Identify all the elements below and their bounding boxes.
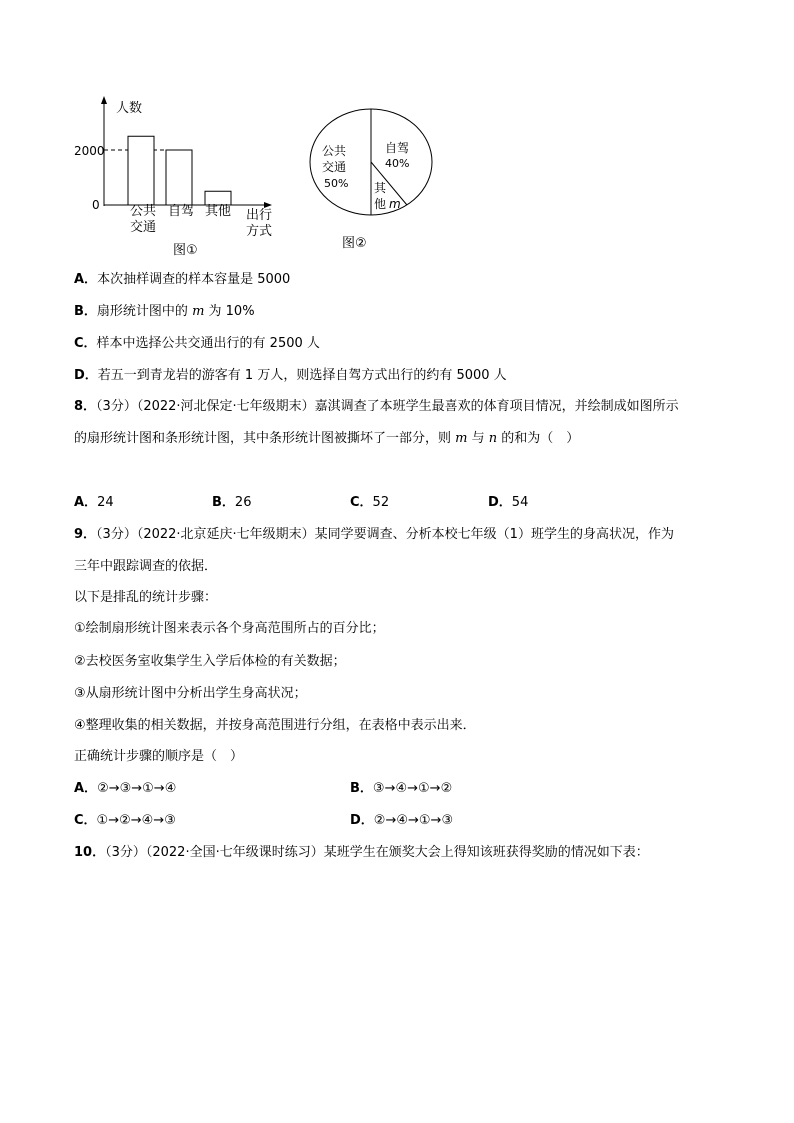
pie-self-pct: 40% bbox=[385, 157, 410, 170]
q9-step-2: ②去校医务室收集学生入学后体检的有关数据； bbox=[74, 654, 346, 669]
pie-public-line2: 交通 bbox=[322, 160, 347, 174]
bar-cat1-line2: 交通 bbox=[130, 220, 157, 235]
bar-2 bbox=[166, 150, 192, 205]
q8-option-d: D．54 bbox=[488, 495, 529, 510]
q7-option-a: A．本次抽样调查的样本容量是 5000 bbox=[74, 272, 291, 287]
q9-option-d: D．②→④→①→③ bbox=[350, 813, 454, 828]
q8-line2: 的扇形统计图和条形统计图，其中条形统计图被撕坏了一部分，则 m 与 n 的和为（ ） bbox=[74, 431, 580, 446]
q9-option-a: A．②→③→①→④ bbox=[74, 781, 177, 796]
q7-option-c: C．样本中选择公共交通出行的有 2500 人 bbox=[74, 336, 320, 351]
bar-cat3-label: 其他 bbox=[205, 204, 232, 219]
q8-option-b: B．26 bbox=[212, 495, 252, 510]
bar-cat2-label: 自驾 bbox=[168, 204, 195, 219]
pie-self-label: 自驾 bbox=[385, 141, 410, 155]
q9-question: 正确统计步骤的顺序是（ ） bbox=[74, 749, 244, 764]
pie-other-line1: 其 bbox=[374, 181, 387, 195]
q9-step-1: ①绘制扇形统计图来表示各个身高范围所占的百分比； bbox=[74, 621, 385, 636]
var-m: m bbox=[192, 304, 205, 319]
var-m: m bbox=[455, 431, 468, 446]
pie-other-var: m bbox=[389, 197, 401, 211]
pie-public-line1: 公共 bbox=[322, 144, 347, 158]
q8-line1: 8．（3分）（2022·河北保定·七年级期末）嘉淇调查了本班学生最喜欢的体育项目情况，并绘制成如图所示 bbox=[74, 399, 679, 414]
q10-line1: 10．（3分）（2022·全国·七年级课时练习）某班学生在颁奖大会上得知该班获得奖励的情况如下表： bbox=[74, 845, 649, 860]
bar-x-axis-label-line1: 出行 bbox=[246, 208, 273, 223]
bar-y-axis-arrow bbox=[101, 96, 107, 104]
q9-line1: 9．（3分）（2022·北京延庆·七年级期末）某同学要调查、分析本校七年级（1）班学生的身高状况，作为 bbox=[74, 527, 674, 542]
figures-svg bbox=[60, 92, 460, 262]
q8-option-c: C．52 bbox=[350, 495, 390, 510]
q9-step-4: ④整理收集的相关数据，并按身高范围进行分组，在表格中表示出来． bbox=[74, 718, 476, 733]
q9-step-3: ③从扇形统计图中分析出学生身高状况； bbox=[74, 686, 307, 701]
bar-y-axis-label: 人数 bbox=[116, 101, 143, 116]
q9-option-b: B．③→④→①→② bbox=[350, 781, 453, 796]
var-n: n bbox=[488, 431, 498, 446]
bar-3 bbox=[205, 191, 231, 205]
bar-x-axis-label-line2: 方式 bbox=[246, 224, 273, 239]
q8-option-a: A．24 bbox=[74, 495, 114, 510]
q9-option-c: C．①→②→④→③ bbox=[74, 813, 176, 828]
pie-other-line2: 他 bbox=[374, 197, 387, 211]
q9-line2: 三年中跟踪调查的依据． bbox=[74, 559, 218, 574]
q7-option-b: B．扇形统计图中的 m 为 10% bbox=[74, 304, 255, 319]
bar-y-tick-0: 0 bbox=[92, 198, 100, 212]
bar-1 bbox=[128, 136, 154, 205]
bar-group bbox=[128, 136, 231, 205]
bar-cat1-line1: 公共 bbox=[130, 204, 157, 219]
figures-area bbox=[60, 92, 460, 262]
pie-public-pct: 50% bbox=[324, 177, 349, 190]
bar-caption: 图① bbox=[173, 243, 198, 258]
bar-y-tick-2000: 2000 bbox=[74, 144, 105, 158]
pie-caption: 图② bbox=[342, 236, 367, 251]
q7-option-d: D．若五一到青龙岩的游客有 1 万人，则选择自驾方式出行的约有 5000 人 bbox=[74, 368, 507, 383]
q9-intro: 以下是排乱的统计步骤： bbox=[74, 590, 218, 605]
